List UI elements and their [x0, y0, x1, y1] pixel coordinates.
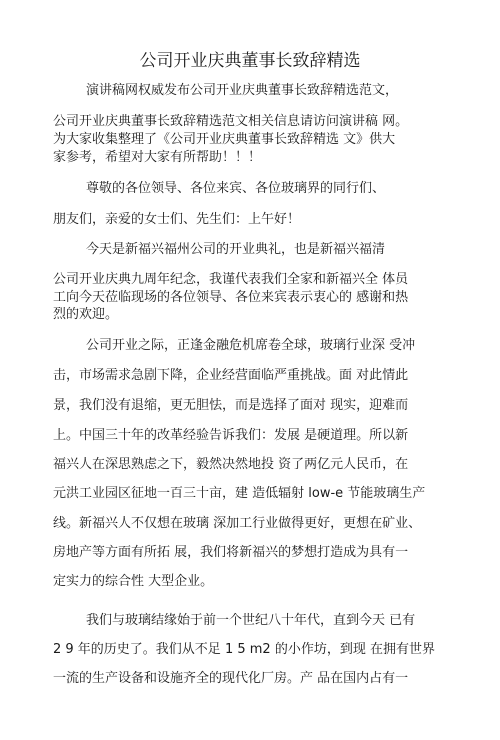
- paragraph-line: 工向今天莅临现场的各位领导、各位来宾表示衷心的 感谢和热: [53, 290, 409, 305]
- paragraph-line: 一流的生产设备和设施齐全的现代化厂房。产 品在国内占有一: [53, 671, 409, 686]
- paragraph-line: 2 9 年的历史了。我们从不足 1 5 m2 的小作坊，到现 在拥有世界: [53, 642, 435, 657]
- paragraph-line: 景，我们没有退缩，更无胆怯，而是选择了面对 现实，迎难而: [53, 398, 409, 413]
- paragraph-line: 击，市场需求急剧下降，企业经营面临严重挑战。面 对此情此: [53, 368, 409, 383]
- paragraph-line: 我们与玻璃结缘始于前一个世纪八十年代，直到今天 已有: [86, 613, 416, 628]
- paragraph-line: 公司开业庆典董事长致辞精选范文相关信息请访问演讲稿 网。: [53, 114, 409, 129]
- paragraph-line: 朋友们，亲爱的女士们、先生们：上午好！: [53, 212, 301, 227]
- paragraph-line: 演讲稿网权威发布公司开业庆典董事长致辞精选范文，: [86, 83, 399, 98]
- paragraph-line: 烈的欢迎。: [53, 307, 119, 322]
- paragraph-line: 元洪工业园区征地一百三十亩，建 造低辐射 low-e 节能玻璃生产: [53, 486, 426, 501]
- paragraph-line: 房地产等方面有所拓 展，我们将新福兴的梦想打造成为具有一: [53, 545, 409, 560]
- paragraph-line: 为大家收集整理了《公司开业庆典董事长致辞精选 文》供大: [53, 132, 396, 147]
- paragraph-line: 公司开业之际，正逢金融危机席卷全球，玻璃行业深 受冲: [86, 338, 416, 353]
- paragraph-line: 定实力的综合性 大型企业。: [53, 574, 214, 589]
- paragraph-line: 今天是新福兴福州公司的开业典礼，也是新福兴福清: [86, 242, 386, 257]
- paragraph-line: 线。新福兴人不仅想在玻璃 深加工行业做得更好，更想在矿业、: [53, 516, 422, 531]
- document-title: 公司开业庆典董事长致辞精选: [139, 51, 361, 71]
- paragraph-line: 家参考，希望对大家有所帮助！！！: [53, 150, 262, 165]
- paragraph-line: 尊敬的各位领导、各位来宾、各位玻璃界的同行们、: [86, 181, 386, 196]
- paragraph-line: 上。中国三十年的改革经验告诉我们：发展 是硬道理。所以新: [53, 428, 409, 443]
- paragraph-line: 公司开业庆典九周年纪念，我谨代表我们全家和新福兴全 体员: [53, 272, 409, 287]
- paragraph-line: 福兴人在深思熟虑之下，毅然决然地投 资了两亿元人民币，在: [53, 457, 409, 472]
